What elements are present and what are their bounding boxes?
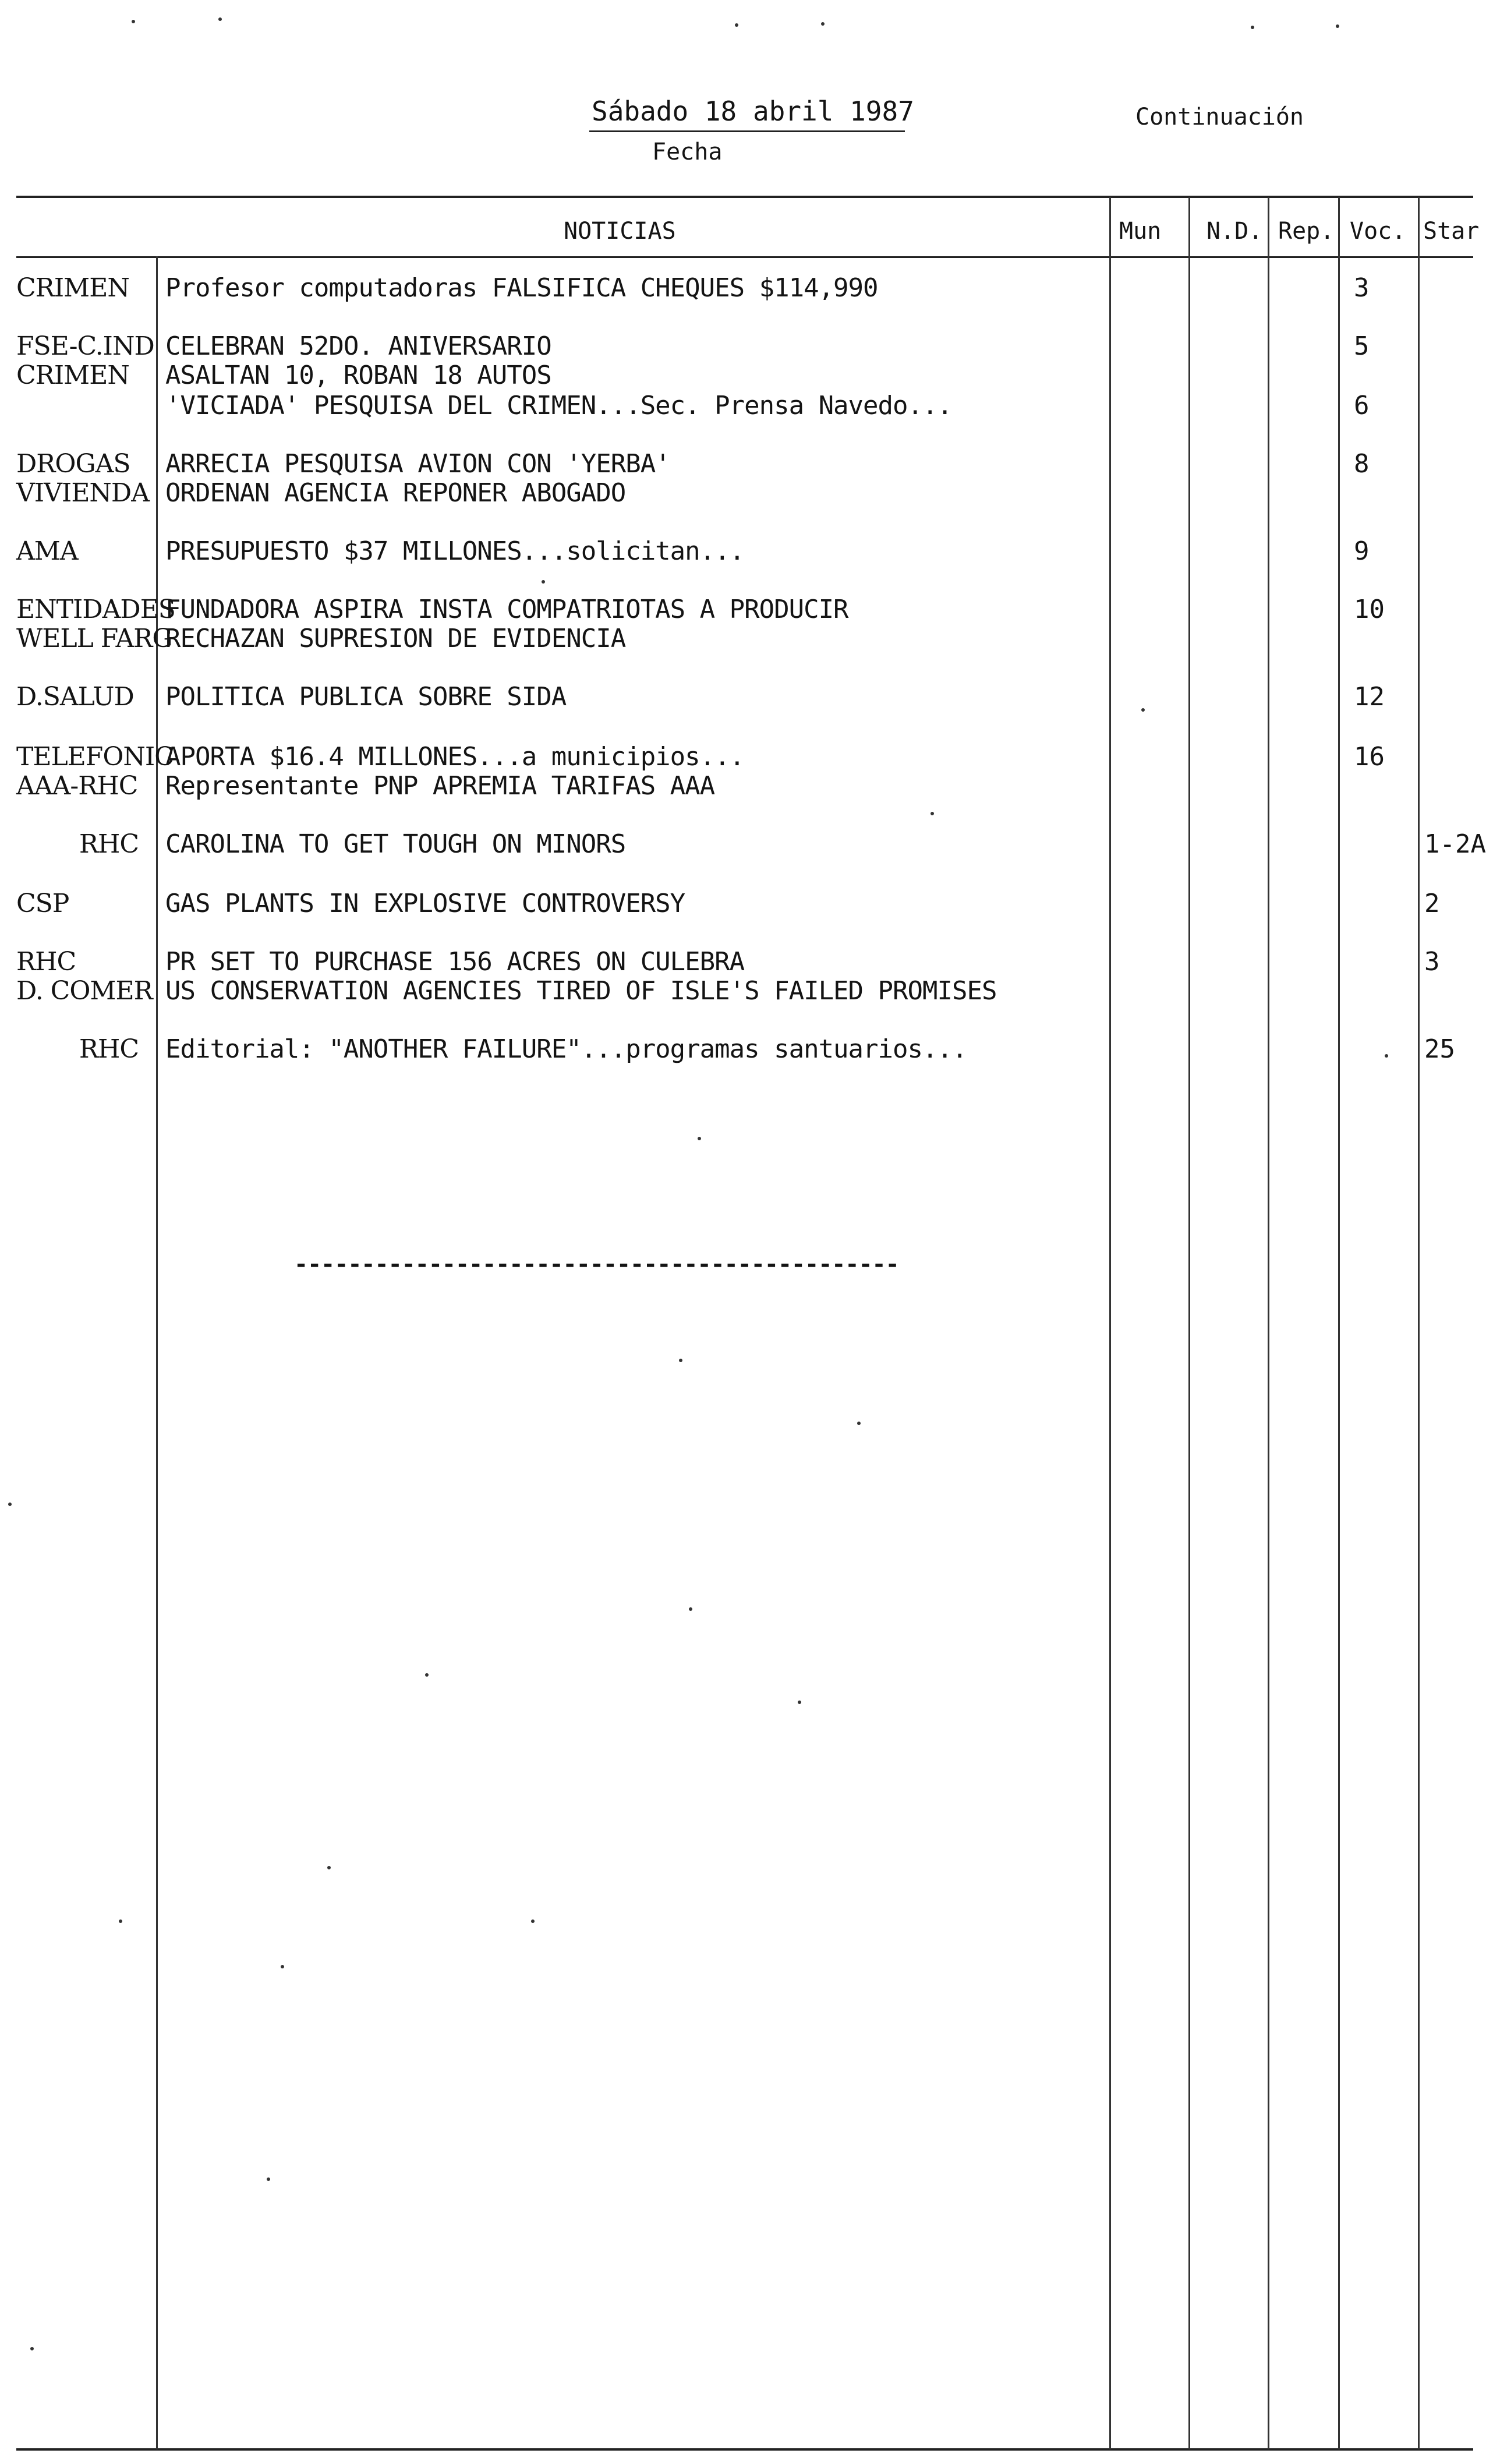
scan-speck xyxy=(281,1965,284,1968)
section-label: WELL FARG xyxy=(16,624,172,653)
scan-speck xyxy=(1141,708,1145,712)
story-headline: Representante PNP APREMIA TARIFAS AAA xyxy=(165,771,715,801)
table-row xyxy=(0,977,1473,1006)
header-bottom-border xyxy=(16,256,1473,258)
story-headline: 'VICIADA' PESQUISA DEL CRIMEN...Sec. Prensa Navedo... xyxy=(165,391,952,420)
table-row xyxy=(0,595,1473,624)
story-headline: GAS PLANTS IN EXPLOSIVE CONTROVERSY xyxy=(165,889,685,918)
voc-page: 16 xyxy=(1354,742,1385,772)
scan-speck xyxy=(1385,1054,1388,1058)
voc-page: 10 xyxy=(1354,595,1385,624)
section-cell-clip xyxy=(16,948,155,977)
voc-page: 8 xyxy=(1354,449,1370,479)
star-cell-clip xyxy=(1421,1035,1473,1064)
scan-speck xyxy=(425,1673,429,1677)
scan-speck xyxy=(267,2177,270,2181)
section-cell-clip xyxy=(16,624,172,653)
section-label: CRIMEN xyxy=(16,273,129,303)
section-label: RHC xyxy=(16,947,76,977)
star-cell-clip xyxy=(1421,948,1473,977)
section-label: CSP xyxy=(16,889,69,918)
star-cell-clip xyxy=(1421,829,1486,859)
divider-mun xyxy=(1109,197,1111,2449)
section-cell-clip xyxy=(16,537,155,566)
section-cell-clip xyxy=(16,595,175,624)
section-label: D. COMER xyxy=(16,976,153,1006)
story-headline: CELEBRAN 52DO. ANIVERSARIO xyxy=(165,331,551,361)
divider-voc xyxy=(1338,197,1340,2449)
star-page: 25 xyxy=(1424,1034,1455,1064)
voc-page: 5 xyxy=(1354,331,1370,361)
scan-speck xyxy=(698,1137,701,1140)
star-page: 2 xyxy=(1424,889,1440,918)
column-voc: Voc. xyxy=(1350,218,1406,245)
star-cell-clip xyxy=(1421,889,1473,918)
scan-speck xyxy=(119,1919,122,1923)
date-underline xyxy=(589,130,905,132)
section-cell-clip xyxy=(16,830,139,859)
table-row xyxy=(0,743,1473,772)
story-headline: ARRECIA PESQUISA AVION CON 'YERBA' xyxy=(165,449,670,479)
story-headline: RECHAZAN SUPRESION DE EVIDENCIA xyxy=(165,624,626,653)
scan-speck xyxy=(8,1503,12,1506)
story-headline: ASALTAN 10, ROBAN 18 AUTOS xyxy=(165,360,551,390)
table-bottom-border xyxy=(16,2448,1473,2451)
table-row xyxy=(0,948,1473,977)
section-cell-clip xyxy=(16,361,155,390)
scan-speck xyxy=(30,2347,34,2350)
voc-page: 6 xyxy=(1354,391,1370,420)
column-noticias: NOTICIAS xyxy=(564,218,676,245)
table-row xyxy=(0,450,1473,479)
scan-speck xyxy=(930,812,934,815)
star-page: 3 xyxy=(1424,947,1440,977)
table-row xyxy=(0,274,1473,303)
scan-speck xyxy=(679,1359,682,1362)
table-row xyxy=(0,624,1473,653)
scan-speck xyxy=(531,1919,535,1923)
table-row xyxy=(0,889,1473,918)
end-separator: --------------------------------------------- xyxy=(294,1251,899,1278)
section-cell-clip xyxy=(16,274,155,303)
table-row xyxy=(0,361,1473,390)
scan-speck xyxy=(689,1607,692,1611)
section-cell-clip xyxy=(16,479,155,508)
voc-page: 3 xyxy=(1354,273,1370,303)
story-headline: POLITICA PUBLICA SOBRE SIDA xyxy=(165,682,567,712)
star-page: 1-2A xyxy=(1424,829,1486,859)
section-label: VIVIENDA xyxy=(16,478,149,508)
section-cell-clip xyxy=(16,889,155,918)
story-headline: PR SET TO PURCHASE 156 ACRES ON CULEBRA xyxy=(165,947,745,977)
story-headline: US CONSERVATION AGENCIES TIRED OF ISLE'S FAILED PROMISES xyxy=(165,976,997,1006)
column-rep: Rep. xyxy=(1278,218,1335,245)
section-label: DROGAS xyxy=(16,449,130,479)
table-row xyxy=(0,391,1473,420)
scan-speck xyxy=(542,580,545,584)
scan-speck xyxy=(857,1422,861,1425)
table-row xyxy=(0,479,1473,508)
scan-speck xyxy=(132,20,135,23)
voc-page: 12 xyxy=(1354,682,1385,712)
scan-speck xyxy=(735,23,738,27)
section-cell-clip xyxy=(16,977,155,1006)
section-label: AMA xyxy=(16,536,78,566)
section-cell-clip xyxy=(16,683,155,712)
section-label: AAA-RHC xyxy=(16,771,138,801)
divider-nd xyxy=(1188,197,1190,2449)
section-label: CRIMEN xyxy=(16,360,129,390)
column-star-clip xyxy=(1421,217,1480,246)
divider-star xyxy=(1418,197,1420,2449)
story-headline: FUNDADORA ASPIRA INSTA COMPATRIOTAS A PRODUCIR xyxy=(165,595,848,624)
voc-page: 9 xyxy=(1354,536,1370,566)
table-row xyxy=(0,332,1473,361)
section-cell-clip xyxy=(16,450,155,479)
table-top-border xyxy=(16,196,1473,198)
section-label: RHC xyxy=(79,1034,139,1064)
section-cell-clip xyxy=(16,742,174,772)
scan-speck xyxy=(327,1866,331,1869)
table-row xyxy=(0,683,1473,712)
section-cell-clip xyxy=(16,772,155,801)
column-star: Star xyxy=(1423,218,1480,245)
section-cell-clip xyxy=(16,332,155,361)
column-nd: N.D. xyxy=(1207,218,1263,245)
scan-speck xyxy=(821,22,825,26)
table-row xyxy=(0,537,1473,566)
document-date: Sábado 18 abril 1987 xyxy=(592,96,914,127)
scan-speck xyxy=(1251,26,1254,29)
section-cell-clip xyxy=(16,1035,139,1064)
story-headline: Profesor computadoras FALSIFICA CHEQUES $114,990 xyxy=(165,273,878,303)
section-label: TELEFONIC xyxy=(16,742,174,772)
continuation-label: Continuación xyxy=(1135,104,1304,130)
section-label: ENTIDADES xyxy=(16,595,175,624)
section-label: RHC xyxy=(79,829,139,859)
story-headline: ORDENAN AGENCIA REPONER ABOGADO xyxy=(165,478,626,508)
story-headline: APORTA $16.4 MILLONES...a municipios... xyxy=(165,742,745,772)
story-headline: Editorial: "ANOTHER FAILURE"...programas santuarios... xyxy=(165,1034,967,1064)
date-caption: Fecha xyxy=(652,139,723,165)
table-row xyxy=(0,1035,1473,1064)
section-label: D.SALUD xyxy=(16,682,134,712)
column-mun: Mun xyxy=(1119,218,1162,245)
table-row xyxy=(0,772,1473,801)
story-headline: PRESUPUESTO $37 MILLONES...solicitan... xyxy=(165,536,745,566)
table-row xyxy=(0,829,1486,859)
divider-section xyxy=(156,256,158,2449)
scan-speck xyxy=(218,17,222,21)
scan-speck xyxy=(798,1701,801,1704)
scan-speck xyxy=(1336,24,1339,28)
story-headline: CAROLINA TO GET TOUGH ON MINORS xyxy=(165,829,626,859)
divider-rep xyxy=(1268,197,1269,2449)
section-label: FSE-C.IND xyxy=(16,331,154,361)
